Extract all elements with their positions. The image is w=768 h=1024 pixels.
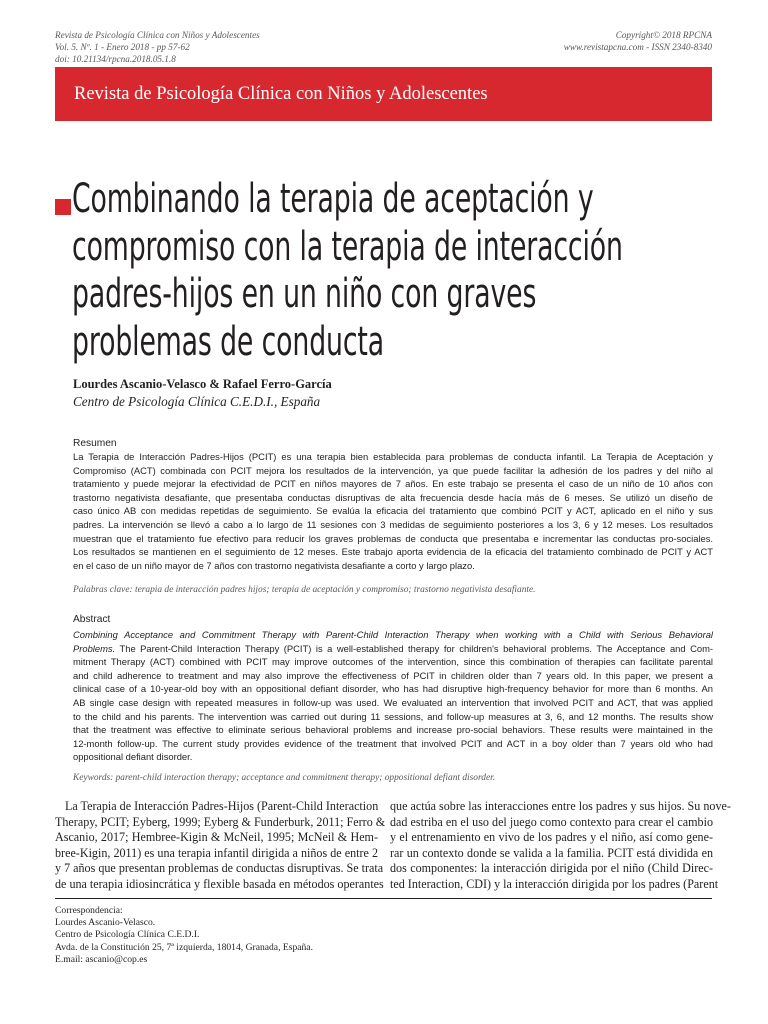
authors: Lourdes Ascanio-Velasco & Rafael Ferro-García: [73, 377, 332, 391]
resumen-line: padres. La intervención se llevó a cabo a lo largo de 11 sesiones con 3 medidas de seguimiento posteriores a los 3, 6 y 12 meses. Los resultados: [73, 518, 713, 530]
abstract-line: oppositional defiant disorder.: [73, 751, 193, 763]
body-line: Therapy, PCIT; Eyberg, 1999; Eyberg & Funderburk, 2011; Ferro &: [55, 814, 386, 829]
banner-title: Revista de Psicología Clínica con Niños y Adolescentes: [74, 84, 488, 104]
doi-line: doi: 10.21134/rpcna.2018.05.1.8: [55, 54, 176, 64]
abstract-body: [73, 628, 713, 764]
resumen-line: en el caso de un niño mayor de 7 años con trastorno negativista desafiante a corto y largo plazo.: [73, 559, 475, 571]
abstract-heading: Abstract: [73, 614, 111, 625]
body-line: dos componentes: la interacción dirigida por el niño (Child Direc-: [390, 861, 713, 876]
abstract-line: [73, 642, 713, 656]
abstract-line: to the child and his parents. The intervention was carried out during 11 sessions, and follow-up measures at 3, 6, and 12 months. The results show: [73, 710, 713, 722]
body-line: que actúa sobre las interacciones entre los padres y sus hijos. Su nove-: [390, 799, 731, 813]
resumen-line: La Terapia de Interacción Padres-Hijos (PCIT) es una terapia bien establecida para problemas de conducta infantil. La Terapia de Aceptación y: [73, 451, 713, 462]
correspondence-address: Avda. de la Constitución 25, 7ª izquierda, 18014, Granada, España.: [55, 941, 313, 953]
abstract-text-start: The Parent-Child Interaction Therapy (PCIT) is a well-established therapy for children's behavioral problems. The Acceptance and Com-: [115, 642, 713, 654]
title-line: Combinando la terapia de aceptación y: [72, 174, 594, 222]
volume-line: Vol. 5. Nº. 1 - Enero 2018 - pp 57-62: [55, 42, 190, 52]
correspondence-email[interactable]: E.mail: ascanio@cop.es: [55, 953, 148, 965]
correspondence-name: Lourdes Ascanio-Velasco.: [55, 917, 156, 929]
body-line: y 7 años que presentan problemas de conductas disruptivas. Se trata: [55, 861, 384, 876]
copyright-line: Copyright© 2018 RPCNA: [615, 30, 712, 40]
resumen-line: Compromiso (ACT) combinada con PCIT mejora los resultados de la intervención, ya que puede facilitar la adhesión de los padres y del niño al: [73, 464, 713, 476]
title-line: padres-hijos en un niño con graves: [72, 269, 537, 317]
article-title: [72, 175, 712, 365]
title-line: compromiso con la terapia de interacción: [72, 221, 623, 270]
title-line: problemas de conducta: [72, 316, 385, 365]
body-line: y el entrenamiento en vivo de los padres y el niño, así como gene-: [390, 830, 713, 845]
abstract-line: that the treatment was effective to eliminate serious behavioral problems and increase pro-social behaviors. These results were maintained in the: [73, 724, 713, 736]
body-line: rar un contexto donde se valida a la familia. PCIT está dividida en: [390, 845, 713, 860]
body-line: Ascanio, 2017; Hembree-Kigin & McNeil, 1995; McNeil & Hem-: [55, 830, 378, 845]
body-line: La Terapia de Interacción Padres-Hijos (Parent-Child Interaction: [65, 799, 379, 813]
body-column-right: [390, 799, 731, 893]
resumen-keywords: Palabras clave: terapia de interacción padres hijos; terapia de aceptación y compromiso; trastorno negativista desafiante.: [73, 585, 536, 595]
resumen-line: Los resultados se mantienen en el seguimiento de 12 meses. Este trabajo aporta evidencia de la eficacia del tratamiento combinado de PCIT y ACT: [73, 546, 713, 558]
body-line: dad estriba en el uso del juego como contexto para crear el cambio: [390, 814, 713, 829]
correspondence: [55, 905, 313, 966]
abstract-line: AB single case design with repeated measures in follow-up was used. We evaluated an intervention that involved PCIT and ACT, that was applied: [73, 696, 713, 708]
resumen-line: caso único AB con medidas repetidas de seguimiento. Se evalúa la eficacia del tratamiento que combinó PCIT y ACT, aplicado en el niño y sus: [73, 505, 713, 517]
resumen-line: trastorno negativista desafiante, que presentaba conductas disruptivas de alta frecuencia desde hacía más de 6 meses. Se utilizó un diseño de: [73, 491, 713, 503]
abstract-line: mitment Therapy (ACT) combined with PCIT may improve outcomes of the intervention, since this combination of therapies can facilitate parental: [73, 656, 713, 668]
resumen-heading: Resumen: [73, 438, 117, 449]
copyright-info: [564, 29, 712, 53]
body-line: de una terapia idiosincrática y flexible basada en métodos operantes: [55, 876, 384, 891]
correspondence-center: Centro de Psicología Clínica C.E.D.I.: [55, 929, 200, 941]
abstract-title-end: Problems.: [73, 642, 116, 654]
body-line: bree-Kigin, 2011) es una terapia infantil dirigida a niños de entre 2: [55, 845, 378, 860]
abstract-line: and child adherence to treatment and may also improve the effectiveness of PCIT in children older than 7 years old. In this paper, we present a: [73, 669, 713, 681]
resumen-line: tratamiento y puede mejorar la efectividad de PCIT en niños mayores de 7 años. En este trabajo se presenta el caso de un niño de 10 años con: [73, 478, 713, 490]
correspondence-label: Correspondencia:: [55, 905, 123, 916]
abstract-keywords: Keywords: parent-child interaction therapy; acceptance and commitment therapy; oppositional defiant disorder.: [73, 773, 496, 783]
journal-banner: [55, 67, 712, 121]
resumen-body: [73, 450, 713, 572]
body-column-left: [55, 799, 386, 893]
affiliation: Centro de Psicología Clínica C.E.D.I., España: [73, 394, 321, 409]
body-line: ted Interaction, CDI) y la interacción dirigida por los padres (Parent: [390, 876, 719, 891]
resumen-line: muestran que el tratamiento fue efectivo para reducir los graves problemas de conducta que presentaba e incrementar las conductas pro-sociales.: [73, 532, 713, 544]
title-marker: [55, 199, 71, 215]
journal-citation: [55, 29, 260, 65]
abstract-title-line: Combining Acceptance and Commitment Therapy with Parent-Child Interaction Therapy when working with a Child with Serious Behavioral: [73, 629, 713, 640]
journal-name-line: Revista de Psicología Clínica con Niños y Adolescentes: [55, 30, 260, 40]
footnote-divider: [55, 898, 712, 899]
abstract-line: clinical case of a 10-year-old boy with an oppositional defiant disorder, who has had disruptive high-frequency behavior for more than 6 months. An: [73, 683, 713, 695]
abstract-line: 12-month follow-up. The current study provides evidence of the treatment that involved PCIT and ACT in a boy older than 7 years old who had: [73, 737, 713, 749]
website-issn-line: www.revistapcna.com - ISSN 2340-8340: [563, 42, 712, 52]
